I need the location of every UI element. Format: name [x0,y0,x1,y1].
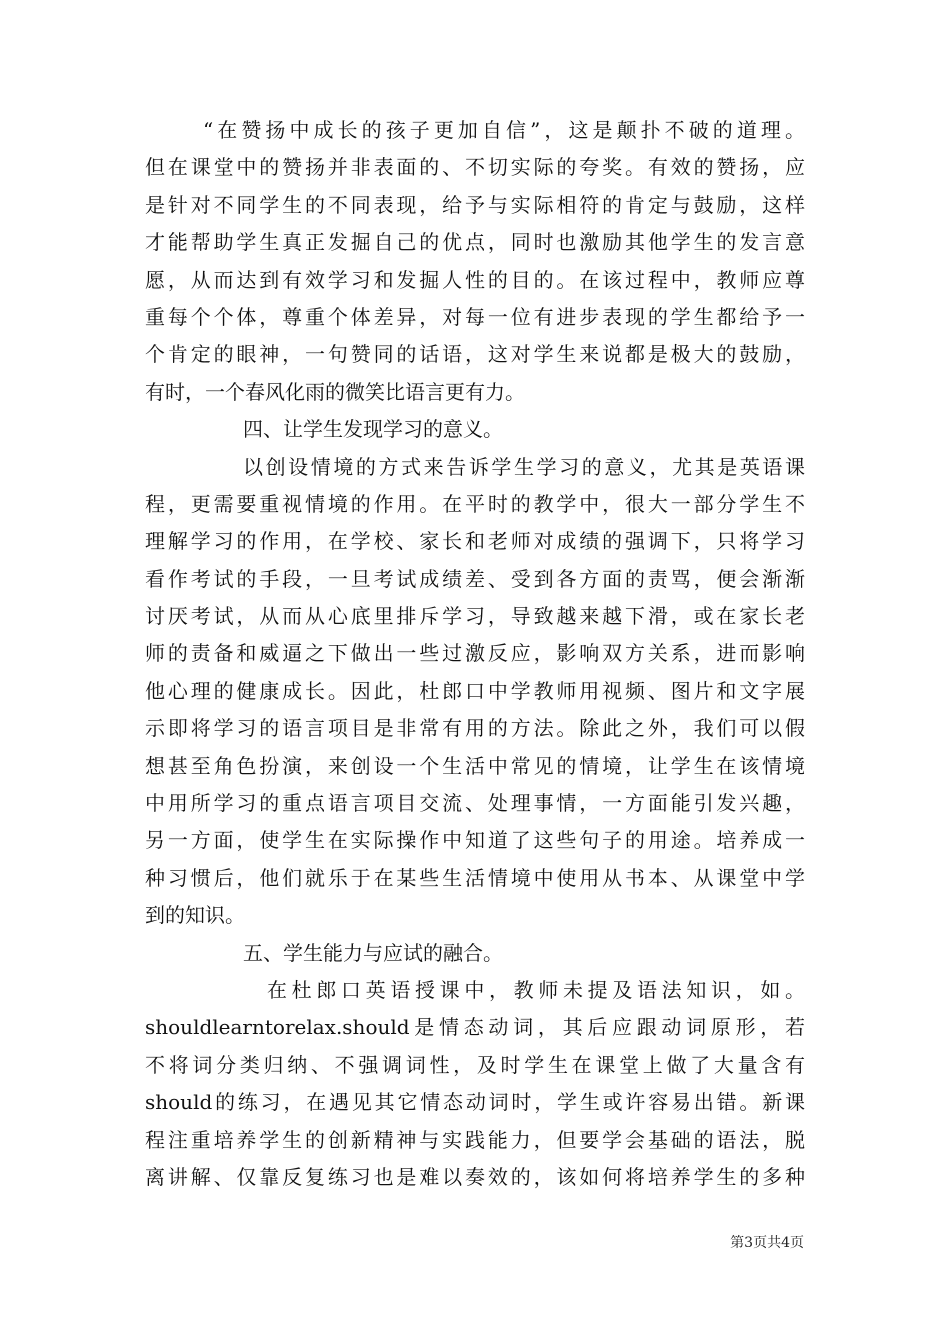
text-line: 愿，从而达到有效学习和发掘人性的目的。在该过程中，教师应尊 [145,267,805,292]
text-line: 但在课堂中的赞扬并非表面的、不切实际的夸奖。有效的赞扬，应 [145,155,805,180]
text-line: 离讲解、仅靠反复练习也是难以奏效的，该如何将培养学生的多种 [145,1164,805,1189]
section-heading: 五、学生能力与应试的融合。 [243,940,503,965]
document-body [145,112,805,1196]
text-line: 师的责备和威逼之下做出一些过激反应，影响双方关系，进而影响 [145,641,805,666]
text-line: 有时，一个春风化雨的微笑比语言更有力。 [145,379,525,404]
text-line: 看作考试的手段，一旦考试成绩差、受到各方面的责骂，便会渐渐 [145,566,805,591]
text-line: 在杜郎口英语授课中，教师未提及语法知识，如。 [267,977,805,1002]
text-line: 以创设情境的方式来告诉学生学习的意义，尤其是英语课 [243,454,805,479]
section-heading: 四、让学生发现学习的意义。 [243,417,503,442]
text-line: 程注重培养学生的创新精神与实践能力，但要学会基础的语法，脱 [145,1127,805,1152]
text-line: 讨厌考试，从而从心底里排斥学习，导致越来越下滑，或在家长老 [145,604,805,629]
text-line: shouldlearntorelax.should是情态动词，其后应跟动词原形，若 [145,1015,805,1040]
text-line: 他心理的健康成长。因此，杜郎口中学教师用视频、图片和文字展 [145,678,805,703]
text-line: 到的知识。 [145,903,245,928]
text-line: 不将词分类归纳、不强调词性，及时学生在课堂上做了大量含有 [145,1052,805,1077]
text-line: 另一方面，使学生在实际操作中知道了这些句子的用途。培养成一 [145,828,805,853]
text-line: 中用所学习的重点语言项目交流、处理事情，一方面能引发兴趣， [145,791,805,816]
text-line: 理解学习的作用，在学校、家长和老师对成绩的强调下，只将学习 [145,529,805,554]
text-line: 种习惯后，他们就乐于在某些生活情境中使用从书本、从课堂中学 [145,865,805,890]
text-line: 是针对不同学生的不同表现，给予与实际相符的肯定与鼓励，这样 [145,192,805,217]
text-line: 程，更需要重视情境的作用。在平时的教学中，很大一部分学生不 [145,491,805,516]
text-line: 重每个个体，尊重个体差异，对每一位有进步表现的学生都给予一 [145,304,805,329]
text-line: 想甚至角色扮演，来创设一个生活中常见的情境，让学生在该情境 [145,753,805,778]
text-line: 示即将学习的语言项目是非常有用的方法。除此之外，我们可以假 [145,716,805,741]
text-line: should的练习，在遇见其它情态动词时，学生或许容易出错。新课 [145,1090,805,1115]
text-line: 个肯定的眼神，一句赞同的话语，这对学生来说都是极大的鼓励， [145,342,805,367]
text-line: “在赞扬中成长的孩子更加自信”，这是颠扑不破的道理。 [203,118,805,142]
text-line: 才能帮助学生真正发掘自己的优点，同时也激励其他学生的发言意 [145,230,805,255]
page-number: 第3页共4页 [730,1235,804,1251]
